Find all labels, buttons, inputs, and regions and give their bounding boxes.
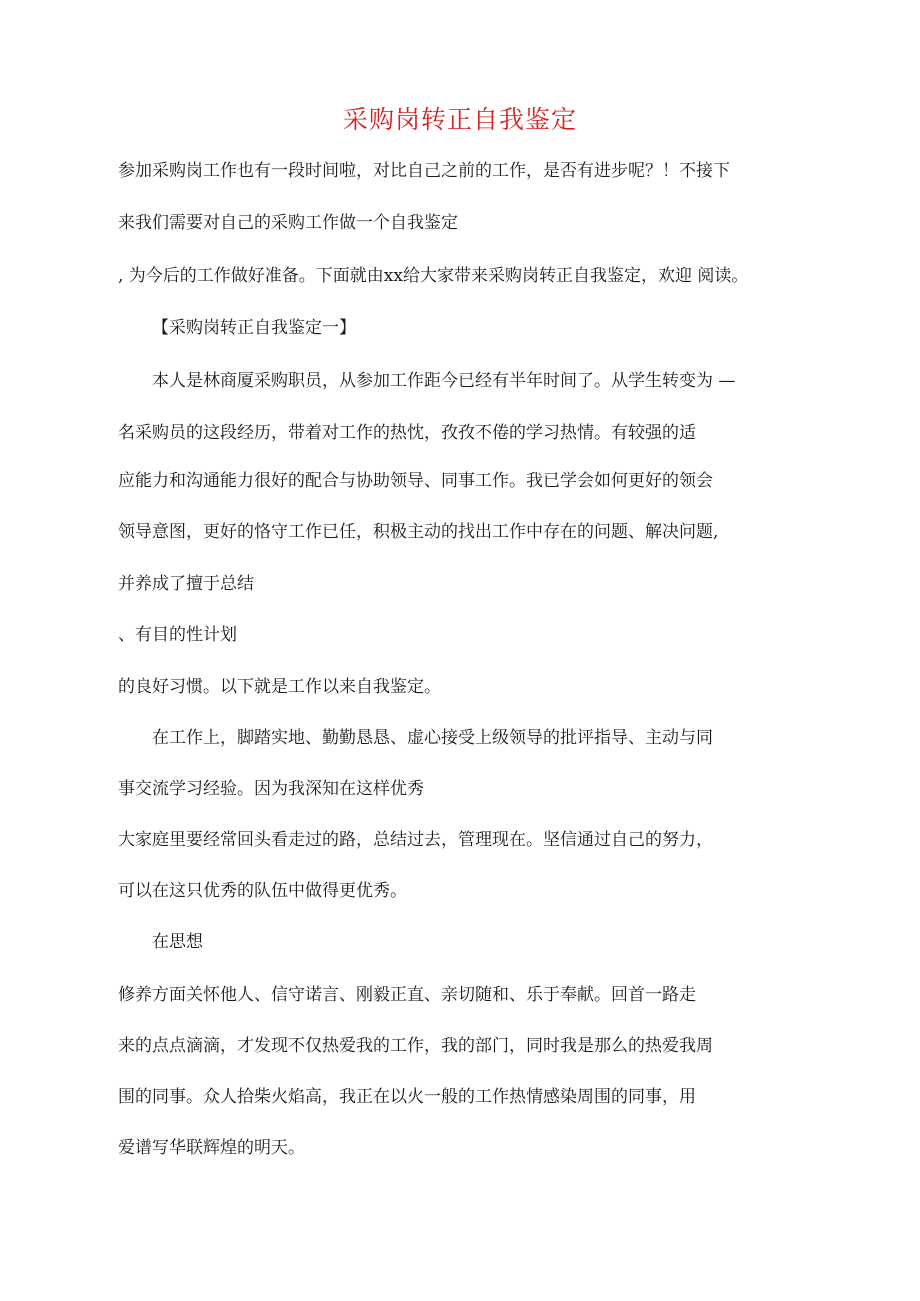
paragraph-line: 并养成了擅于总结 [118,574,254,594]
paragraph-line: 的良好习惯。以下就是工作以来自我鉴定。 [118,677,441,697]
paragraph-line: 来的点点滴滴，才发现不仅热爱我的工作，我的部门，同时我是那么的热爱我周 [118,1036,713,1056]
paragraph-line: 参加采购岗工作也有一段时间啦，对比自己之前的工作，是否有进步呢？！不接下 [118,161,730,181]
paragraph-line: , 为今后的工作做好准备。下面就由xx给大家带来采购岗转正自我鉴定，欢迎 阅读。 [118,266,749,286]
paragraph-line: 大家庭里要经常回头看走过的路，总结过去，管理现在。坚信通过自己的努力， [118,830,713,850]
paragraph-line: 可以在这只优秀的队伍中做得更优秀。 [118,881,407,901]
paragraph-line: 名采购员的这段经历，带着对工作的热忱，孜孜不倦的学习热情。有较强的适 [118,423,696,443]
paragraph-line: 来我们需要对自己的采购工作做一个自我鉴定 [118,213,458,233]
paragraph-line: 在思想 [152,932,203,952]
paragraph-line: 、有目的性计划 [118,625,237,645]
paragraph-line: 爱谱写华联辉煌的明天。 [118,1138,305,1158]
section-heading: 【采购岗转正自我鉴定一】 [152,318,356,338]
paragraph-line: 围的同事。众人拾柴火焰高，我正在以火一般的工作热情感染周围的同事，用 [118,1087,696,1107]
paragraph-line: 修养方面关怀他人、信守诺言、刚毅正直、亲切随和、乐于奉献。回首一路走 [118,985,696,1005]
paragraph-line: 事交流学习经验。因为我深知在这样优秀 [118,779,424,799]
paragraph-line: 应能力和沟通能力很好的配合与协助领导、同事工作。我已学会如何更好的领会 [118,471,713,491]
paragraph-line: 本人是林商厦采购职员，从参加工作距今已经有半年时间了。从学生转变为 — [152,371,736,391]
paragraph-line: 在工作上，脚踏实地、勤勤恳恳、虚心接受上级领导的批评指导、主动与同 [152,728,713,748]
paragraph-line: 领导意图，更好的恪守工作已任，积极主动的找出工作中存在的问题、解决问题, [118,522,719,542]
document-title: 采购岗转正自我鉴定 [342,105,577,134]
